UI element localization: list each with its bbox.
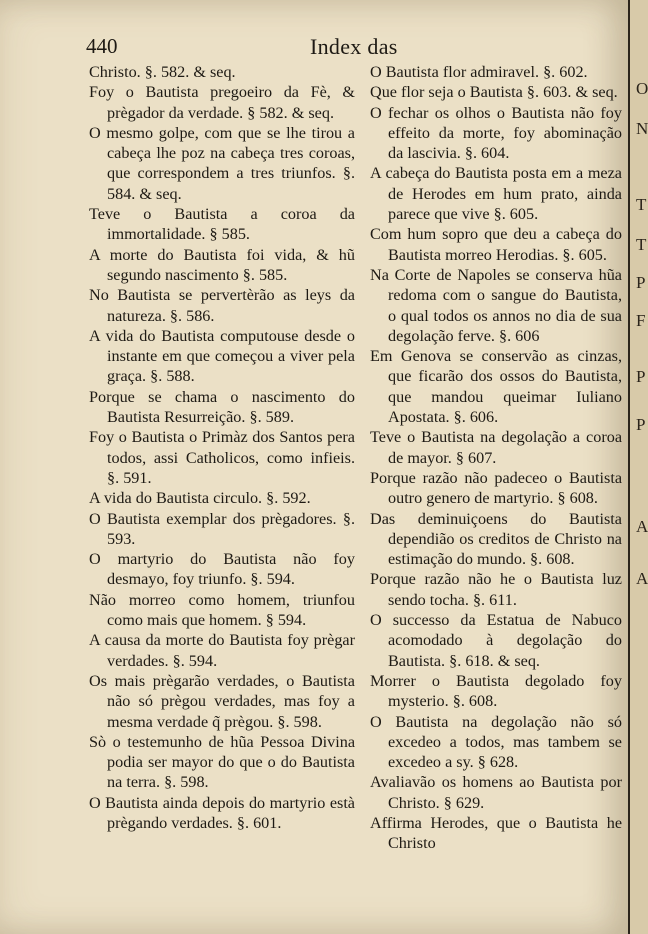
- index-entry: A cabeça do Bautista posta em a meza de Herodes em hum prato, ainda parece que vive §. 605.: [370, 164, 622, 224]
- edge-letter: N: [636, 119, 648, 138]
- next-page-edge: [628, 0, 648, 934]
- index-entry: O Bautista ainda depois do martyrio està prègando verdades. §. 601.: [89, 793, 355, 832]
- edge-letter: P: [636, 273, 646, 292]
- index-entry: O mesmo golpe, com que se lhe tirou a cabeça lhe poz na cabeça tres coroas, que correspondem a tres triunfos. §. 584. & seq.: [89, 123, 355, 203]
- index-entry: Teve o Bautista a coroa da immortalidade. § 585.: [89, 205, 355, 244]
- edge-letter: A: [636, 569, 648, 588]
- right-column: [370, 62, 622, 854]
- edge-letter: O: [636, 79, 648, 98]
- index-entry: A vida do Bautista circulo. §. 592.: [89, 489, 311, 508]
- index-entry: O Bautista na degolação não só excedeo a todos, mas tambem se excedeo a sy. § 628.: [370, 712, 622, 772]
- index-entry: A vida do Bautista computouse desde o instante em que começou a viver pela graça. §. 588.: [89, 326, 355, 386]
- edge-letter: F: [636, 311, 646, 330]
- index-entry: Foy o Bautista pregoeiro da Fè, & prègador da verdade. § 582. & seq.: [89, 83, 355, 122]
- index-entry: O Bautista exemplar dos prègadores. §. 593.: [89, 509, 355, 548]
- index-entry: Teve o Bautista na degolação a coroa de mayor. § 607.: [370, 428, 622, 467]
- index-entry: Porque razão não he o Bautista luz sendo tocha. §. 611.: [370, 570, 622, 609]
- left-column: [89, 62, 355, 833]
- page-header: [86, 34, 616, 60]
- edge-letter: T: [636, 195, 647, 214]
- edge-letter: T: [636, 235, 647, 254]
- index-entry: Das deminuiçoens do Bautista dependião os creditos de Christo na estimação do mundo. §. 608.: [370, 509, 622, 569]
- index-entry: O Bautista flor admiravel. §. 602.: [370, 63, 588, 81]
- index-entry: Na Corte de Napoles se conserva hũa redoma com o sangue do Bautista, o qual todos os annos no dia de sua degolação ferve. §. 606: [370, 265, 622, 345]
- index-entry: A morte do Bautista foi vida, & hũ segundo nascimento §. 585.: [89, 245, 355, 284]
- index-entry: Porque razão não padeceo o Bautista outro genero de martyrio. § 608.: [370, 468, 622, 508]
- index-entry: Foy o Bautista o Primàz dos Santos pera todos, assi Catholicos, como infieis. §. 591.: [89, 428, 355, 487]
- index-entry: O successo da Estatua de Nabuco acomodado à degolação do Bautista. §. 618. & seq.: [370, 611, 622, 670]
- index-entry: Em Genova se conservão as cinzas, que ficarão dos ossos do Bautista, que mandou queimar Iuliano Apostata. §. 606.: [370, 347, 622, 427]
- index-entry: Porque se chama o nascimento do Bautista Resurreição. §. 589.: [89, 387, 355, 427]
- index-entry: Não morreo como homem, triunfou como mais que homem. § 594.: [89, 590, 355, 630]
- index-entry: A causa da morte do Bautista foy prègar verdades. §. 594.: [89, 631, 355, 670]
- edge-letter: P: [636, 367, 646, 386]
- index-entry: Morrer o Bautista degolado foy mysterio. §. 608.: [370, 671, 622, 711]
- edge-letter: P: [636, 415, 646, 434]
- index-entry: No Bautista se pervertèrão as leys da natureza. §. 586.: [89, 286, 355, 325]
- index-entry: Os mais prègarão verdades, o Bautista não só prègou verdades, mas foy a mesma verdade q̃ prègou. §. 598.: [89, 671, 355, 731]
- index-entry: Avaliavão os homens ao Bautista por Christo. § 629.: [370, 773, 622, 812]
- index-entry: O fechar os olhos o Bautista não foy effeito da morte, foy abominação da lascivia. §. 604.: [370, 103, 622, 163]
- page-number: 440: [86, 34, 118, 58]
- running-title: Index das: [310, 34, 398, 59]
- index-entry: Affirma Herodes, que o Bautista he Christo: [370, 813, 622, 853]
- index-entry: Sò o testemunho de hũa Pessoa Divina podia ser mayor do que o do Bautista na terra. §. 598.: [89, 732, 355, 792]
- index-entry: Com hum sopro que deu a cabeça do Bautista morreo Herodias. §. 605.: [370, 225, 622, 264]
- index-entry: O martyrio do Bautista não foy desmayo, foy triunfo. §. 594.: [89, 550, 355, 589]
- edge-letter: A: [636, 517, 648, 536]
- index-entry: Que flor seja o Bautista §. 603. & seq.: [370, 83, 618, 102]
- index-entry: Christo. §. 582. & seq.: [89, 63, 236, 81]
